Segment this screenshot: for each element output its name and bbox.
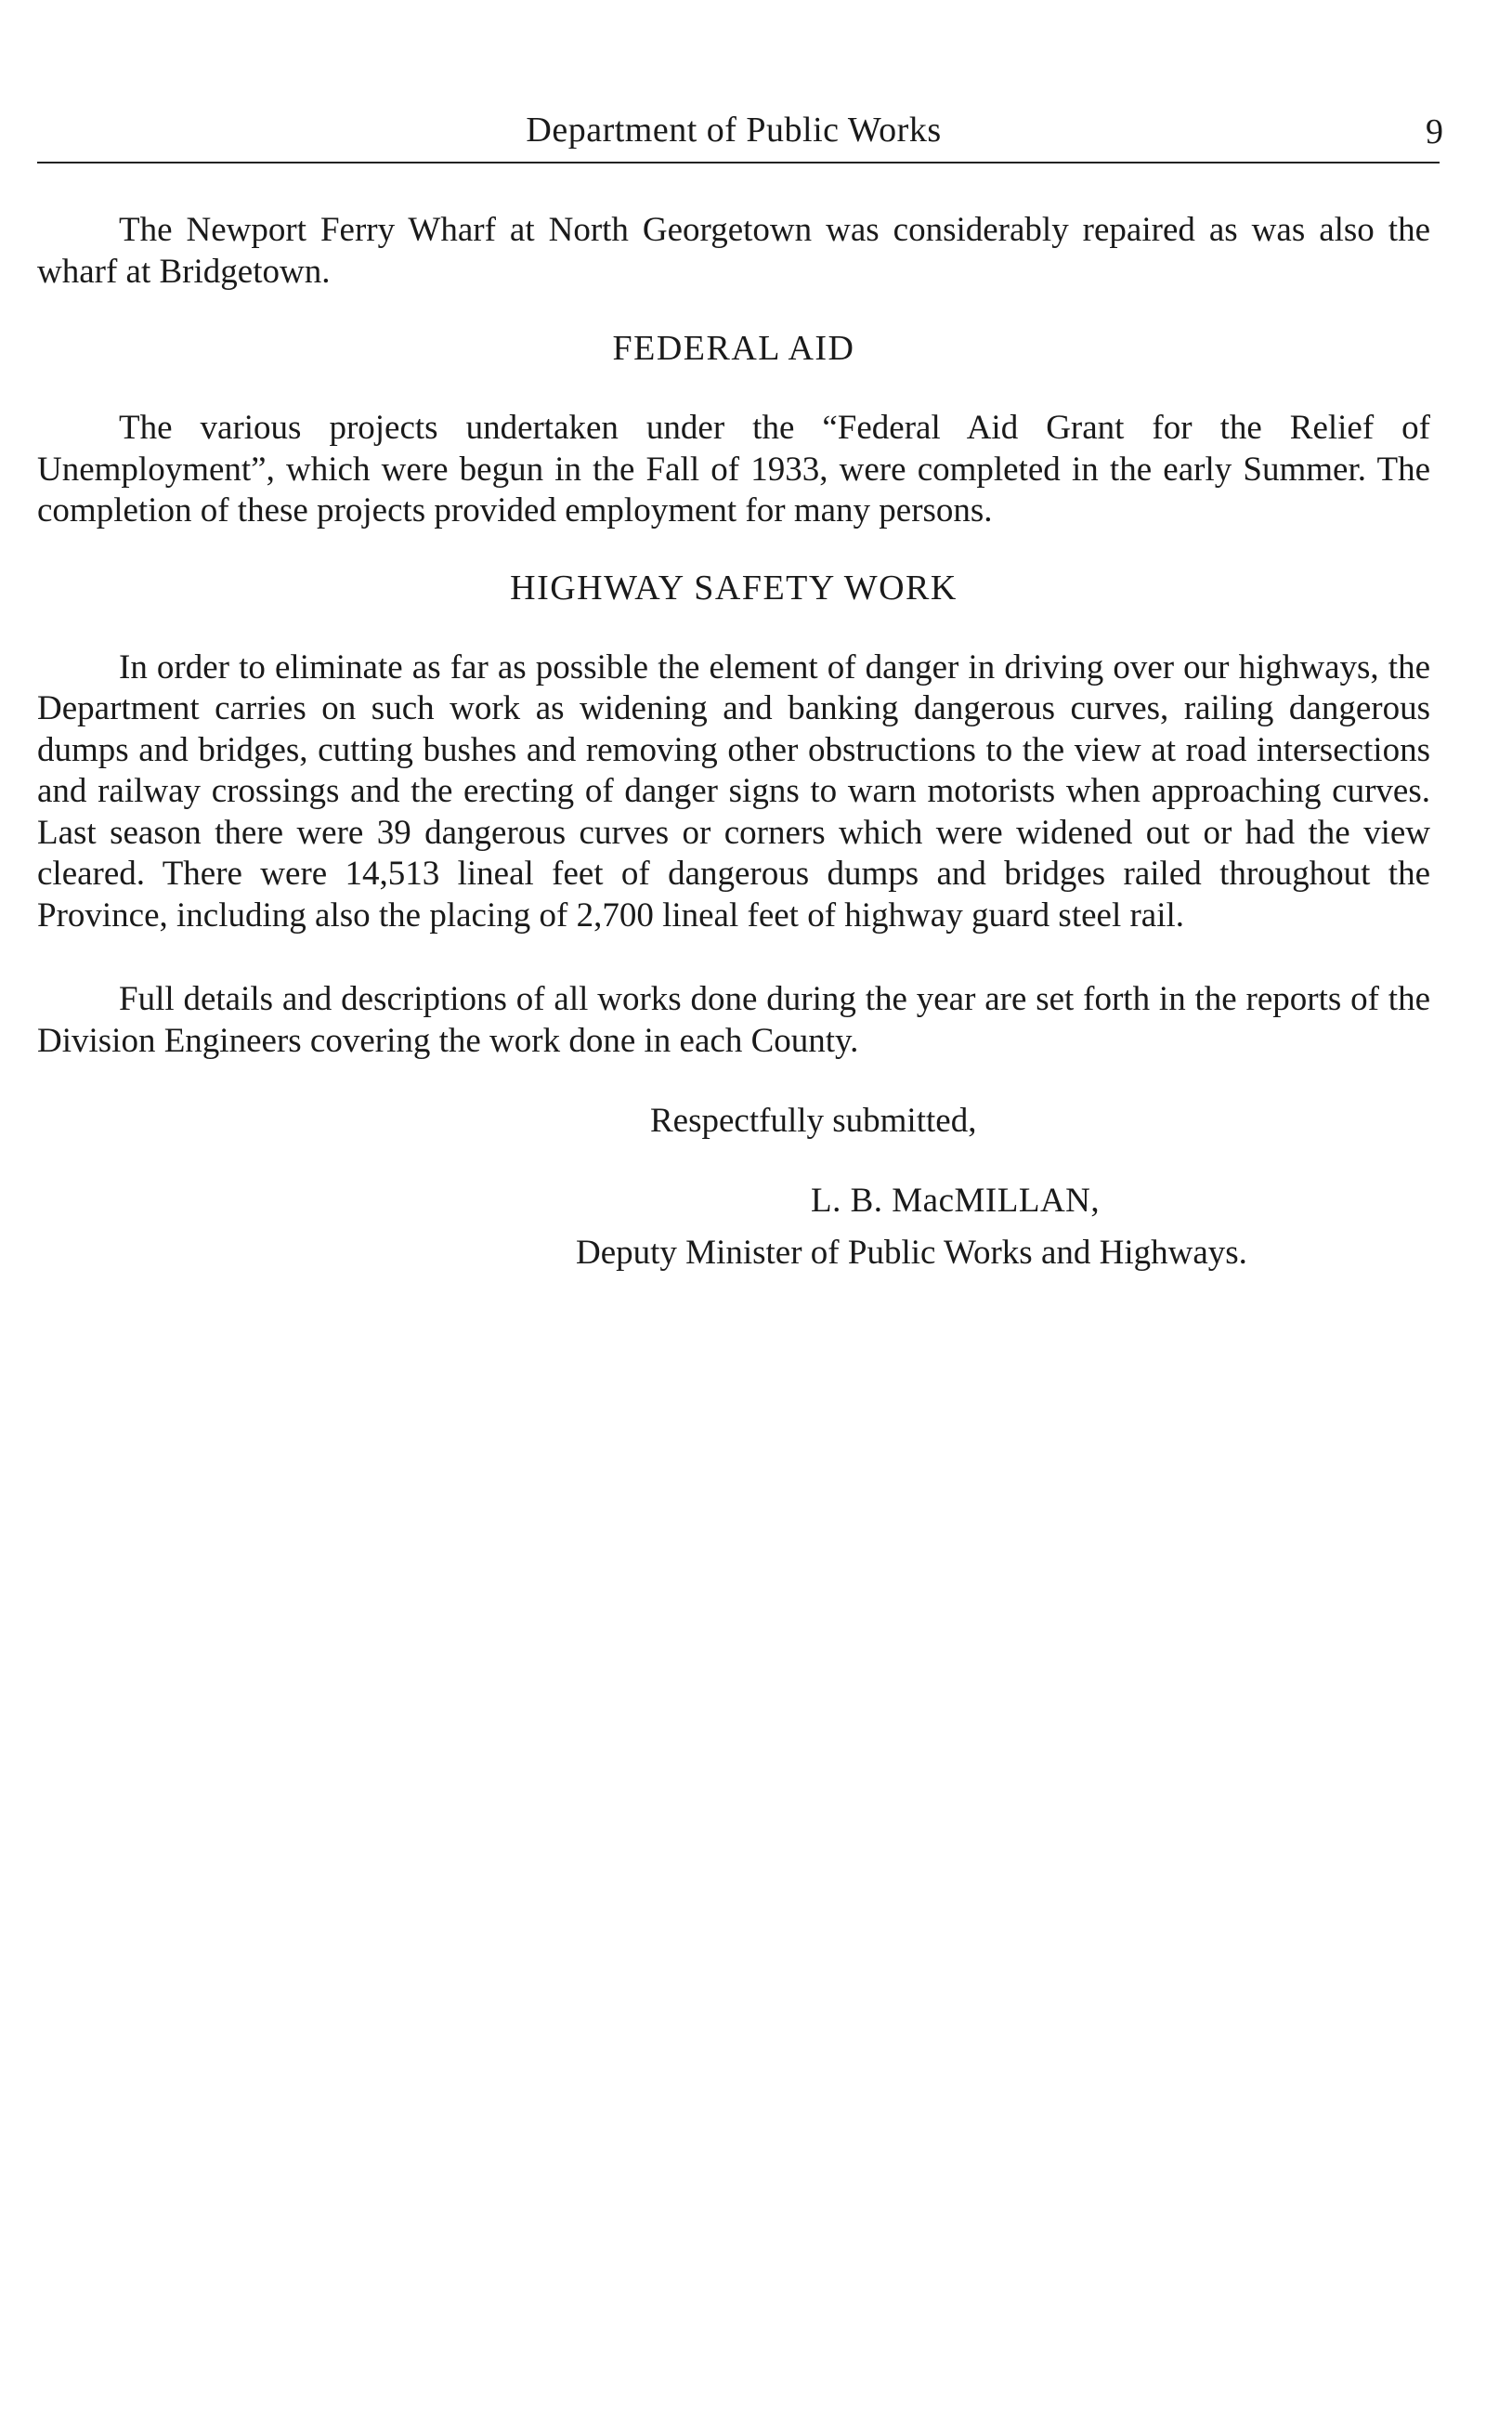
signature-title: Deputy Minister of Public Works and Highways.	[576, 1234, 1247, 1272]
paragraph-highway-safety: In order to eliminate as far as possible the element of danger in driving over our highways, the Department carries on such work as widening and banking dangerous curves, railing dangerous dumps and bridges, cutting bushes and removing other obstructions to the view at road intersections and railway crossings and the erecting of danger signs to warn motorists when approaching curves. Last season there were 39 dangerous curves or corners which were widened out or had the view cleared. There were 14,513 lineal feet of dangerous dumps and bridges railed throughout the Province, including also the placing of 2,700 lineal feet of highway guard steel rail.	[37, 647, 1430, 935]
running-header-title: Department of Public Works	[526, 111, 942, 150]
header-rule	[37, 162, 1440, 163]
heading-federal-aid: FEDERAL AID	[612, 329, 855, 368]
page-body	[37, 210, 1430, 1274]
running-header	[37, 104, 1443, 160]
heading-highway-safety: HIGHWAY SAFETY WORK	[510, 568, 958, 608]
signature-closing: Respectfully submitted,	[650, 1102, 977, 1140]
paragraph-details: Full details and descriptions of all works done during the year are set forth in the reports of the Division Engineers covering the work done in each County.	[37, 980, 1430, 1060]
page-number: 9	[1426, 112, 1443, 151]
signature-name: L. B. MacMILLAN,	[811, 1182, 1101, 1220]
document-page	[37, 0, 1443, 2419]
paragraph-wharf: The Newport Ferry Wharf at North Georgetown was considerably repaired as was also the wharf at Bridgetown.	[37, 211, 1430, 291]
paragraph-federal-aid: The various projects undertaken under the “Federal Aid Grant for the Relief of Unemployment”, which were begun in the Fall of 1933, were completed in the early Summer. The completion of these projects provided employment for many persons.	[37, 409, 1430, 530]
